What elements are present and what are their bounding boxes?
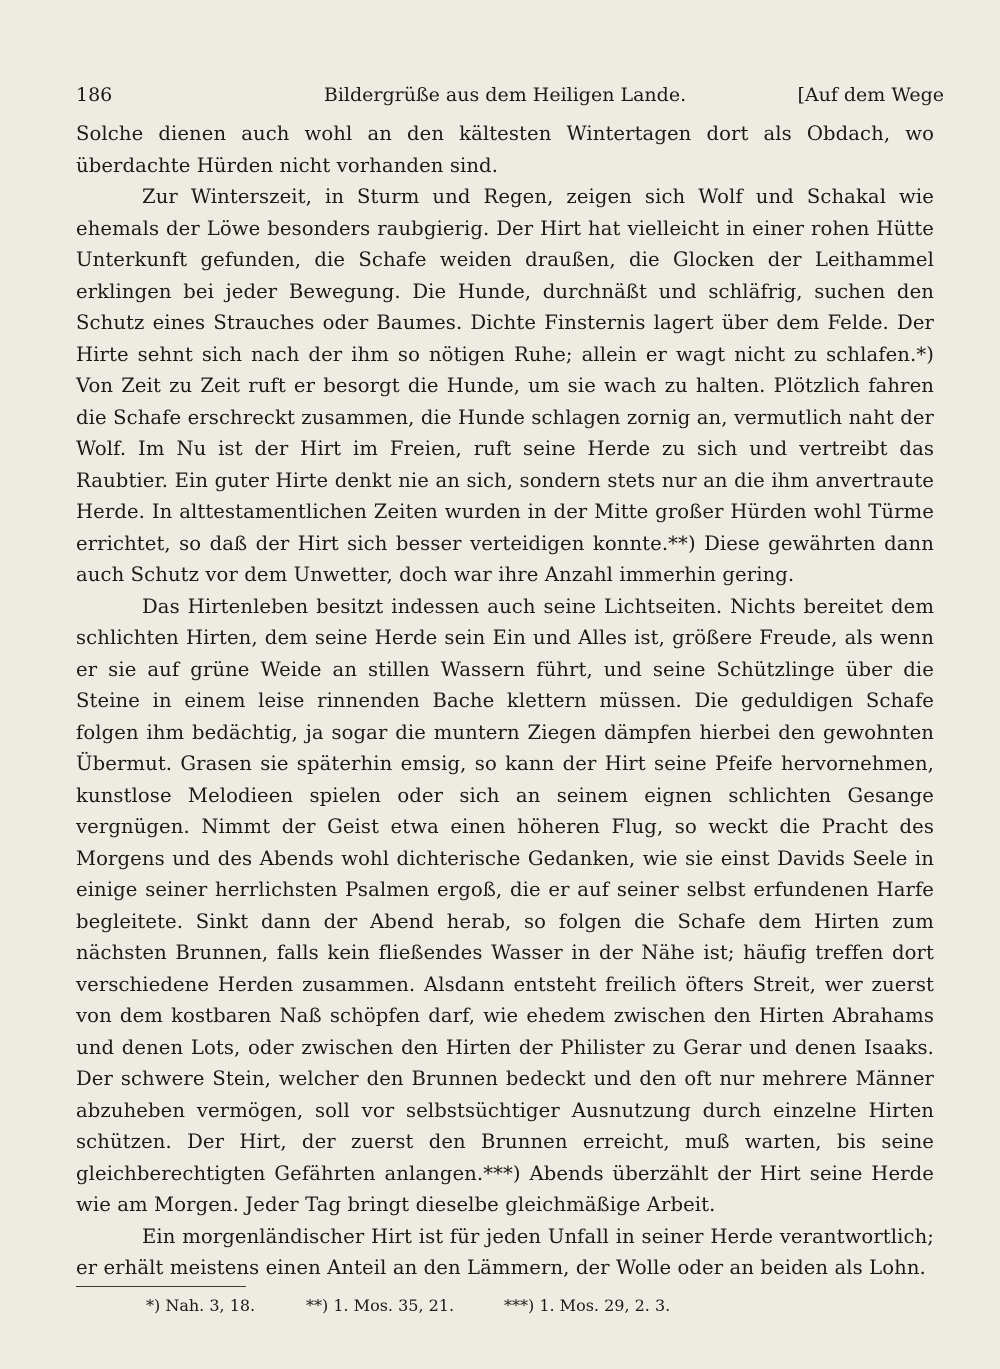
paragraph: Solche dienen auch wohl an den kältesten Wintertagen dort als Obdach, wo überdachte Hürden nicht vorhanden sind. xyxy=(76,122,934,177)
page-header xyxy=(76,78,944,118)
footnote: **) 1. Mos. 35, 21. xyxy=(306,1295,455,1315)
running-title: Bildergrüße aus dem Heiligen Lande. xyxy=(323,84,687,106)
paragraph: Zur Winterszeit, in Sturm und Regen, zeigen sich Wolf und Schakal wie ehemals der Löwe besonders raubgierig. Der Hirt hat vielleicht in einer rohen Hütte Unterkunft gefunden, die Schafe weiden draußen, die Glocken der Leithammel erklingen bei jeder Bewegung. Die Hunde, durchnäßt und schläfrig, suchen den Schutz eines Strauches oder Baumes. Dichte Finsternis lagert über dem Felde. Der Hirte sehnt sich nach der ihm so nötigen Ruhe; allein er wagt nicht zu schlafen.*) Von Zeit zu Zeit ruft er besorgt die Hunde, um sie wach zu halten. Plötzlich fahren die Schafe erschreckt zusammen, die Hunde schlagen zornig an, vermutlich naht der Wolf. Im Nu ist der Hirt im Freien, ruft seine Herde zu sich und vertreibt das Raubtier. Ein guter Hirte denkt nie an sich, sondern stets nur an die ihm anvertraute Herde. In alttestamentlichen Zeiten wurden in der Mitte großer Hürden wohl Türme errichtet, so daß der Hirt sich besser verteidigen konnte.**) Diese gewährten dann auch Schutz vor dem Unwetter, doch war ihre Anzahl immerhin gering. xyxy=(76,185,934,586)
footnote: ***) 1. Mos. 29, 2. 3. xyxy=(504,1295,671,1315)
page-number: 186 xyxy=(76,84,113,106)
section-title: [Auf dem Wege xyxy=(797,84,944,106)
body-text xyxy=(76,118,934,1284)
paragraph: Ein morgenländischer Hirt ist für jeden Unfall in seiner Herde verantwortlich; er erhält meistens einen Anteil an den Lämmern, der Wolle oder an beiden als Lohn. xyxy=(76,1224,934,1279)
paragraph: Das Hirtenleben besitzt indessen auch seine Lichtseiten. Nichts bereitet dem schlichten Hirten, dem seine Herde sein Ein und Alles ist, größere Freude, als wenn er sie auf grüne Weide an stillen Wassern führt, und seine Schützlinge über die Steine in einem leise rinnenden Bache klettern müssen. Die geduldigen Schafe folgen ihm bedächtig, ja sogar die muntern Ziegen dämpfen hierbei den gewohnten Übermut. Grasen sie späterhin emsig, so kann der Hirt seine Pfeife hervornehmen, kunstlose Melodieen spielen oder sich an seinem eignen schlichten Gesange vergnügen. Nimmt der Geist etwa einen höheren Flug, so weckt die Pracht des Morgens und des Abends wohl dichterische Gedanken, wie sie einst Davids Seele in einige seiner herrlichsten Psalmen ergoß, die er auf seiner selbst erfundenen Harfe begleitete. Sinkt dann der Abend herab, so folgen die Schafe dem Hirten zum nächsten Brunnen, falls kein fließendes Wasser in der Nähe ist; häufig treffen dort verschiedene Herden zusammen. Alsdann entsteht freilich öfters Streit, wer zuerst von dem kostbaren Naß schöpfen darf, wie ehedem zwischen den Hirten Abrahams und denen Lots, oder zwischen den Hirten der Philister zu Gerar und denen Isaaks. Der schwere Stein, welcher den Brunnen bedeckt und den oft nur mehrere Männer abzuheben vermögen, soll vor selbstsüchtiger Ausnutzung durch einzelne Hirten schützen. Der Hirt, der zuerst den Brunnen erreicht, muß warten, bis seine gleichberechtigten Gefährten anlangen.***) Abends überzählt der Hirt seine Herde wie am Morgen. Jeder Tag bringt dieselbe gleichmäßige Arbeit. xyxy=(76,594,934,1216)
footnote-divider xyxy=(76,1286,246,1287)
footnote: *) Nah. 3, 18. xyxy=(146,1295,256,1315)
footnotes xyxy=(76,1293,934,1323)
